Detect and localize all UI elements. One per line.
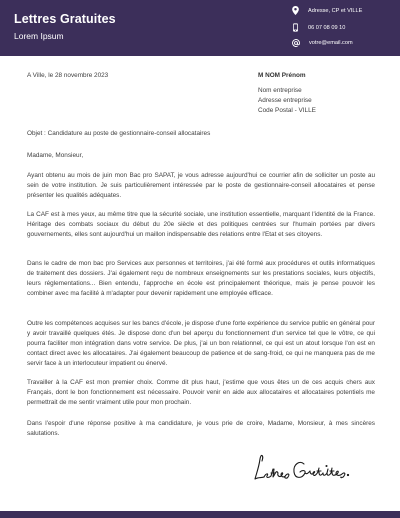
paragraph-2: La CAF est à mes yeux, au même titre que la sécurité sociale, une institution essentielle, marquant l'identité de la France. Héritage des combats sociaux du début du 20e siècle et des politiques centrées sur l'humain portées par divers gouvernements, elles sont aujourd'hui un maillon indispensable des relations entre l'Etat et ses citoyens. (27, 211, 375, 238)
address-text: Adresse, CP et VILLE (308, 7, 363, 14)
paragraph-3: Dans le cadre de mon bac pro Services aux personnes et territoires, j'ai été formé aux procédures et outils informatiques de traitement des dossiers. J'ai également reçu de nombreux enseignements sur les prestations sociales, leurs objectifs, leurs réglementations... Bien entendu, l'approche en école est principalement théorique, mais je pense pouvoir les combiner avec ma facilité à m'adapter pour devenir rapidement une employée efficace. (27, 260, 375, 297)
letterhead-banner (0, 0, 400, 56)
contact-phone (292, 23, 345, 32)
email-text: votre@email.com (309, 40, 353, 46)
at-sign-icon (292, 39, 300, 47)
recipient-address: Adresse entreprise (258, 97, 312, 104)
location-pin-icon (292, 6, 299, 15)
contact-email (292, 39, 353, 47)
recipient-name: M NOM Prénom (258, 72, 306, 79)
footer-bar (0, 511, 400, 518)
recipient-company: Nom entreprise (258, 87, 302, 94)
paragraph-5: Travailler à la CAF est mon premier choix. Comme dit plus haut, j'estime que vous êtes un de ces acquis chers aux Français, dont le bon fonctionnement est nécessaire. Pouvoir venir en aide aux allocataires et allocataires potentiels me permettrait de me sentir vraiment utile pour mon prochain. (27, 379, 375, 406)
letter-subject: Objet : Candidature au poste de gestionnaire-conseil allocataires (27, 130, 211, 137)
letter-greeting: Madame, Monsieur, (27, 152, 84, 159)
recipient-block (258, 71, 316, 116)
paragraph-closing: Dans l'espoir d'une réponse positive à ma candidature, je vous prie de croire, Madame, Monsieur, à mes sincères salutations. (27, 420, 375, 437)
paragraph-4: Outre les compétences acquises sur les bancs d'école, je dispose d'une forte expérience du service public en général pour y avoir travaillé quelques étés. Je dispose donc d'un bel aperçu du fonctionnement d'un service tel que le vôtre, ce qui pourra faciliter mon intégration dans votre service. De plus, j'ai un bon relationnel, ce qui est un atout lorsque l'on est en contact direct avec les allocataires. J'ai également beaucoup de patience et de sang-froid, ce qui ne manquera pas de me servir face à un interlocuteur impatient ou énervé. (27, 320, 375, 367)
handwritten-signature (252, 451, 362, 491)
contact-address (292, 6, 362, 15)
phone-icon (292, 23, 299, 32)
letter-date: A Ville, le 28 novembre 2023 (27, 72, 109, 79)
sender-name: Lettres Gratuites (14, 12, 116, 26)
recipient-city: Code Postal - VILLE (258, 107, 316, 114)
paragraph-1: Ayant obtenu au mois de juin mon Bac pro SAPAT, je vous adresse aujourd'hui ce courrier afin de solliciter un poste au sein de votre institution. Je suis particulièrement intéressée par le poste de gestionnaire-conseil allocataires et pense présenter les qualités adéquates. (27, 172, 375, 199)
phone-text: 06 07 08 09 10 (308, 24, 346, 31)
sender-subtitle: Lorem Ipsum (14, 31, 64, 41)
